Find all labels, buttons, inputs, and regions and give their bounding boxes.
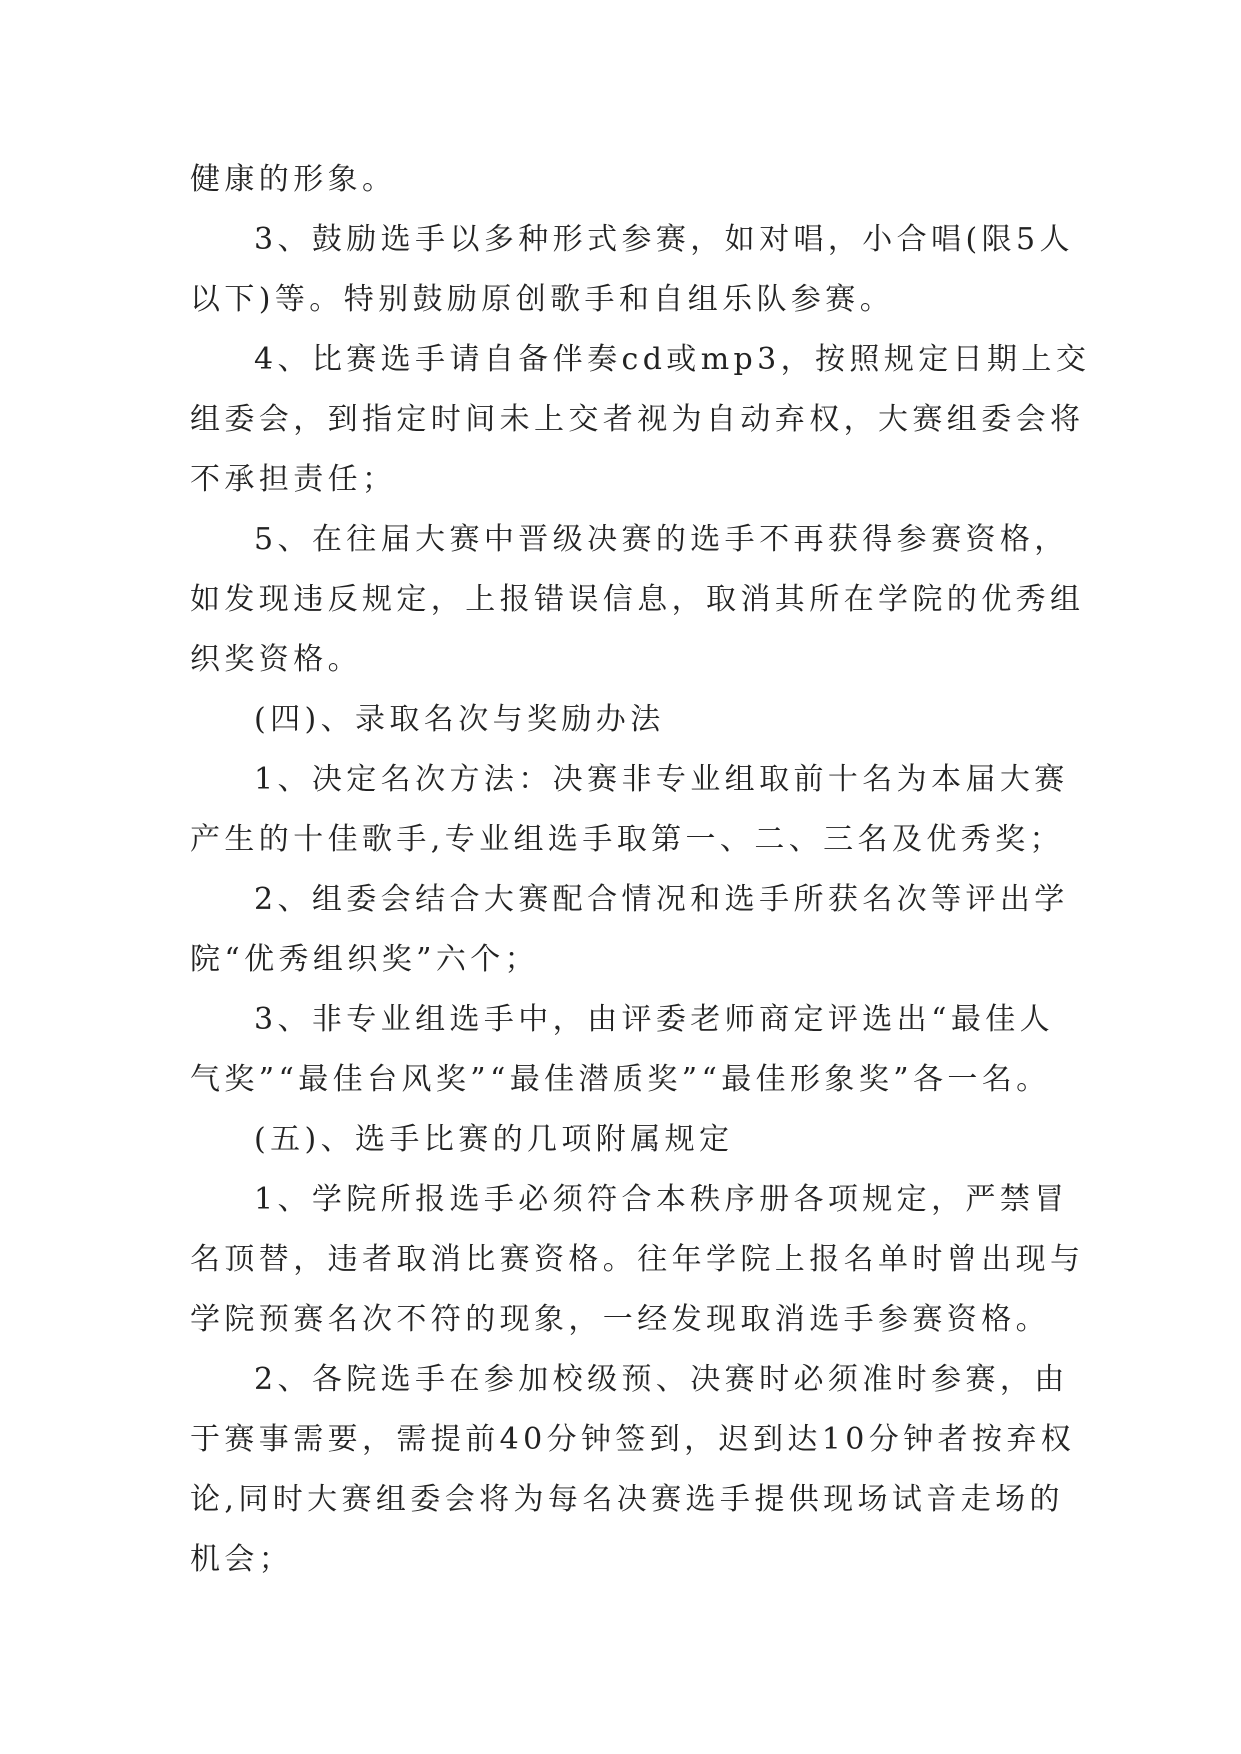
text-line: 名顶替，违者取消比赛资格。往年学院上报名单时曾出现与 (190, 1242, 1085, 1277)
text-line: 机会； (190, 1542, 294, 1577)
text-line: 3、鼓励选手以多种形式参赛，如对唱，小合唱(限5人 (254, 222, 1074, 257)
text-line: (五)、选手比赛的几项附属规定 (254, 1122, 734, 1157)
text-line: 2、各院选手在参加校级预、决赛时必须准时参赛，由 (254, 1362, 1069, 1397)
text-line: 2、组委会结合大赛配合情况和选手所获名次等评出学 (254, 882, 1069, 917)
text-line: 产生的十佳歌手,专业组选手取第一、二、三名及优秀奖； (190, 822, 1064, 857)
text-line: 组委会，到指定时间未上交者视为自动弃权，大赛组委会将 (190, 402, 1085, 437)
text-line: 院“优秀组织奖”六个； (190, 942, 540, 977)
text-line: 4、比赛选手请自备伴奏cd或mp3，按照规定日期上交 (254, 342, 1091, 377)
text-line: 于赛事需要，需提前40分钟签到，迟到达10分钟者按弃权 (190, 1422, 1076, 1457)
text-line: 如发现违反规定，上报错误信息，取消其所在学院的优秀组 (190, 582, 1085, 617)
text-line: 气奖”“最佳台风奖”“最佳潜质奖”“最佳形象奖”各一名。 (190, 1062, 1051, 1097)
text-line: 以下)等。特别鼓励原创歌手和自组乐队参赛。 (190, 282, 895, 317)
text-line: 不承担责任； (190, 462, 397, 497)
text-line: 织奖资格。 (190, 642, 362, 677)
text-line: (四)、录取名次与奖励办法 (254, 702, 665, 737)
text-line: 5、在往届大赛中晋级决赛的选手不再获得参赛资格， (254, 522, 1069, 557)
text-line: 健康的形象。 (190, 162, 397, 197)
text-line: 1、学院所报选手必须符合本秩序册各项规定，严禁冒 (254, 1182, 1069, 1217)
text-line: 1、决定名次方法：决赛非专业组取前十名为本届大赛 (254, 762, 1069, 797)
document-body (190, 150, 1091, 1590)
text-line: 论,同时大赛组委会将为每名决赛选手提供现场试音走场的 (190, 1482, 1064, 1517)
text-line: 3、非专业组选手中，由评委老师商定评选出“最佳人 (254, 1002, 1055, 1037)
text-line: 学院预赛名次不符的现象，一经发现取消选手参赛资格。 (190, 1302, 1050, 1337)
